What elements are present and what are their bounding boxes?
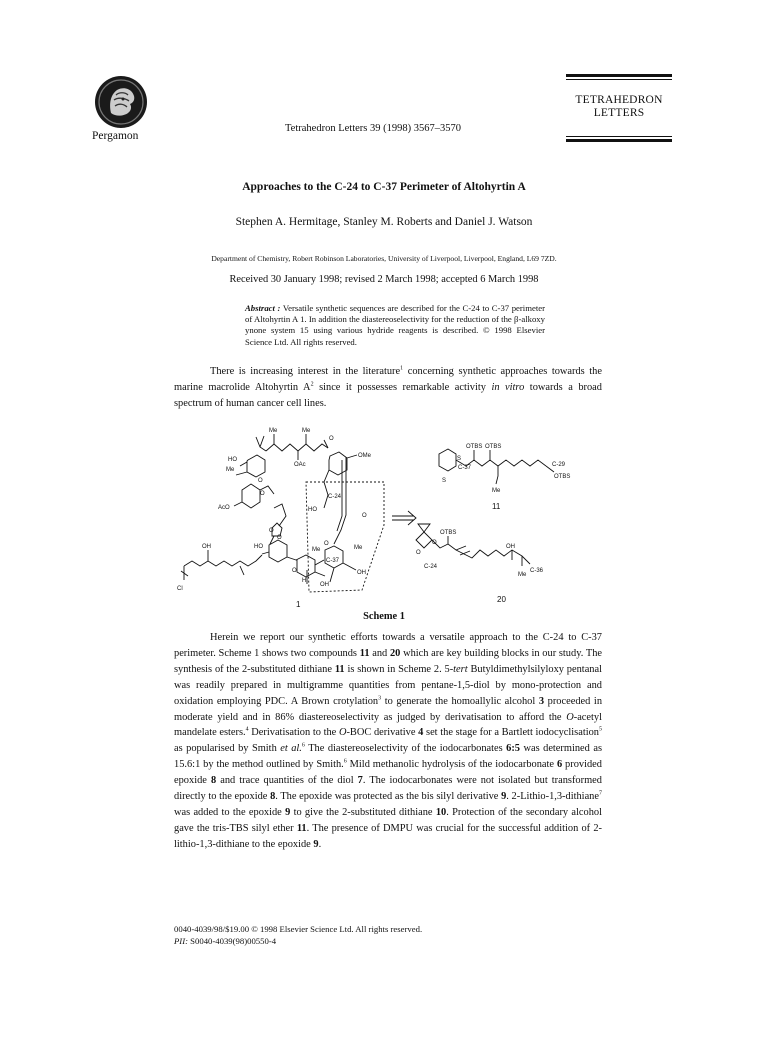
body-text-segment: et al. (280, 743, 302, 755)
body-text-segment: Herein we report our synthetic efforts towards a versatile approach to the C-24 to C-37 perimeter. Scheme 1 shows two compounds (174, 632, 602, 659)
label-me-3: Me (226, 467, 235, 473)
label-compound-11: 11 (492, 502, 501, 511)
body-text-segment: 8 (270, 791, 276, 803)
body-text-segment: tert (453, 663, 468, 675)
label-me-2: Me (302, 428, 311, 434)
body-text-segment: 4 (418, 727, 424, 739)
label-h: H (302, 578, 307, 584)
body-text-segment: which are key building blocks in our study. The synthesis of the 2-substituted dithiane (174, 647, 602, 675)
reference-marker: 4 (245, 726, 249, 733)
body-text-segment: Butyldimethylsilyloxy pentanal was readily prepared in multigramme quantities from pentane-1,5-diol by mono-protection and oxidation employing PDC. A Brown crotylation (174, 663, 603, 707)
body-text-segment: . 2-Lithio-1,3-dithiane (506, 791, 599, 803)
body-text-segment: is shown in Scheme 2. 5- (344, 663, 454, 675)
label-o-9: O (416, 550, 421, 556)
label-otbs-1: OTBS (466, 444, 483, 450)
page-footer (174, 924, 422, 947)
label-oh-1: OH (202, 544, 211, 550)
label-otbs-4: OTBS (440, 530, 457, 536)
body-text-segment: proceeded in moderate yield and in 86% diastereoselectivity as judged by derivatisation to afford the (174, 695, 603, 723)
body-text-segment: 11 (334, 663, 345, 675)
label-cl: Cl (177, 586, 183, 592)
reference-marker: 6 (343, 758, 347, 765)
masthead-rule-bottom-thin (566, 136, 672, 137)
journal-name-line-1: TETRAHEDRON (575, 94, 663, 106)
label-c29: C-29 (552, 462, 566, 468)
label-compound-20: 20 (497, 595, 506, 604)
body-text-segment: . The presence of DMPU was crucial for the successful addition of 2-lithio-1,3-dithiane to the epoxide (174, 822, 603, 850)
label-c24-b: C-24 (424, 564, 438, 570)
body-text-segment: . Protection of the secondary alcohol gave the tris-TBS silyl ether (174, 806, 602, 834)
label-s-1: S (457, 456, 462, 462)
body-text-segment: . (318, 838, 322, 850)
masthead-rule-bottom (566, 139, 672, 142)
author-affiliation: Department of Chemistry, Robert Robinson Laboratories, University of Liverpool, Liverpool, England, L69 7ZD. (211, 254, 557, 263)
label-aco: AcO (218, 505, 230, 511)
label-s-2: S (442, 478, 447, 484)
label-me-6: Me (492, 488, 501, 494)
body-text-segment: 6:5 (506, 743, 521, 755)
body-paragraph (174, 630, 602, 853)
label-ho-3: HO (254, 544, 263, 550)
label-o-7: O (292, 568, 297, 574)
intro-italic: in vitro (491, 382, 525, 393)
body-text-segment: as popularised by Smith (174, 743, 281, 755)
journal-citation: Tetrahedron Letters 39 (1998) 3567–3570 (285, 123, 461, 134)
label-c37-b: C-37 (458, 465, 472, 471)
body-text-segment: The diastereoselectivity of the iodocarbonates (304, 743, 507, 755)
body-text-segment: to give the 2-substituted dithiane (290, 806, 436, 818)
body-text-segment: . The epoxide was protected as the bis silyl derivative (275, 791, 502, 803)
reference-1: 1 (400, 365, 404, 372)
body-text-segment: -acetyl mandelate esters. (174, 711, 602, 739)
scheme-1-structures (174, 420, 602, 610)
body-text-segment: 11 (296, 822, 307, 834)
label-oac: OAc (294, 462, 306, 468)
body-text-segment: 11 (359, 647, 370, 659)
label-o-6: O (324, 541, 329, 547)
body-text-segment: -BOC derivative (346, 727, 419, 739)
body-text-segment: 8 (210, 775, 217, 787)
body-text-segment: 3 (538, 695, 545, 707)
body-text-segment: 20 (389, 647, 401, 659)
label-oh-4: OH (506, 544, 515, 550)
body-text-segment: O (566, 711, 574, 723)
abstract-text: Versatile synthetic sequences are described for the C-24 to C-37 perimeter of Altohyrtin A 1. In addition the diastereoselectivity for the reduction of the β-alkoxy ynone system 15 using various hydride reagents is described. © 1998 Elsevier Science Ltd. All rights reserved. (245, 303, 545, 347)
pii-line (174, 936, 422, 948)
label-o-3: O (260, 491, 265, 497)
body-text-segment: to generate the homoallylic alcohol (381, 695, 539, 707)
label-o-10: O (362, 513, 367, 519)
pii-value: S0040-4039(98)00550-4 (188, 935, 277, 946)
label-o-2: O (258, 478, 263, 484)
reference-marker: 5 (599, 726, 602, 733)
label-ho-2: HO (308, 507, 317, 513)
body-text-segment: 9 (285, 806, 291, 818)
intro-text-2: concerning synthetic approaches towards the marine macrolide Altohyrtin A (174, 366, 602, 393)
label-me-1: Me (269, 428, 278, 434)
intro-text-4: towards a broad spectrum of human cancer cell lines. (174, 382, 602, 409)
body-text-segment: 6 (556, 759, 563, 771)
masthead-rule-top-thin (566, 79, 672, 80)
reference-2: 2 (310, 381, 314, 388)
reference-marker: 6 (301, 742, 305, 749)
label-o-1: O (329, 436, 334, 442)
body-text-segment: and trace quantities of the diol (216, 775, 358, 787)
body-text-segment: set the stage for a Bartlett iodocyclisation (423, 727, 599, 739)
journal-name-line-2: LETTERS (593, 107, 645, 119)
copyright-line: 0040-4039/98/$19.00 © 1998 Elsevier Science Ltd. All rights reserved. (174, 924, 423, 934)
body-text-segment: provided epoxide (174, 759, 602, 787)
body-text-segment: 10 (435, 806, 447, 818)
label-otbs-2: OTBS (485, 444, 502, 450)
body-text-segment: 9 (313, 838, 319, 850)
intro-text-1: There is increasing interest in the literature (210, 366, 401, 377)
reference-marker: 7 (599, 790, 602, 797)
body-text-segment: was added to the epoxide (174, 806, 286, 818)
body-text-segment: 9 (501, 791, 507, 803)
label-o-8: O (432, 540, 437, 546)
pii-label: PII: (174, 935, 188, 946)
label-o-5: O (277, 535, 282, 541)
scheme-caption: Scheme 1 (363, 611, 405, 622)
body-text-segment: . The iodocarbonates were not isolated but transformed directly to the epoxide (174, 775, 602, 803)
label-c24: C-24 (328, 494, 342, 500)
intro-text-3: since it possesses remarkable activity (313, 382, 492, 393)
journal-name (566, 94, 672, 120)
label-oh-3: OH (320, 582, 329, 588)
body-text-segment: Derivatisation to the (248, 727, 339, 739)
label-me-4: Me (312, 547, 321, 553)
label-oh-2: OH (357, 570, 366, 576)
journal-masthead (566, 72, 672, 148)
body-text-segment: O (338, 727, 347, 739)
abstract (245, 303, 545, 348)
label-c37: C-37 (326, 558, 340, 564)
label-ho-1: HO (228, 457, 237, 463)
intro-paragraph (174, 364, 602, 412)
article-authors: Stephen A. Hermitage, Stanley M. Roberts and Daniel J. Watson (235, 216, 533, 228)
label-ome: OMe (358, 453, 372, 459)
body-text-segment: was determined as 15.6:1 by the method outlined by Smith. (174, 743, 602, 771)
reference-marker: 3 (378, 695, 382, 702)
abstract-label: Abstract : (245, 303, 281, 313)
label-o-4: O (269, 528, 274, 534)
label-compound-1: 1 (296, 600, 301, 609)
body-text-segment: 7 (357, 775, 363, 787)
label-me-5: Me (354, 545, 363, 551)
label-me-7: Me (518, 572, 527, 578)
received-dates: Received 30 January 1998; revised 2 March 1998; accepted 6 March 1998 (229, 274, 539, 285)
label-c36: C-36 (530, 568, 544, 574)
article-title: Approaches to the C-24 to C-37 Perimeter of Altohyrtin A (242, 181, 526, 193)
body-text-segment: and (369, 647, 390, 659)
label-otbs-3: OTBS (554, 474, 571, 480)
masthead-rule-top (566, 74, 672, 77)
body-text-segment: Mild methanolic hydrolysis of the iodocarbonate (346, 759, 557, 771)
publisher-logo (94, 75, 148, 129)
publisher-name: Pergamon (92, 130, 139, 142)
